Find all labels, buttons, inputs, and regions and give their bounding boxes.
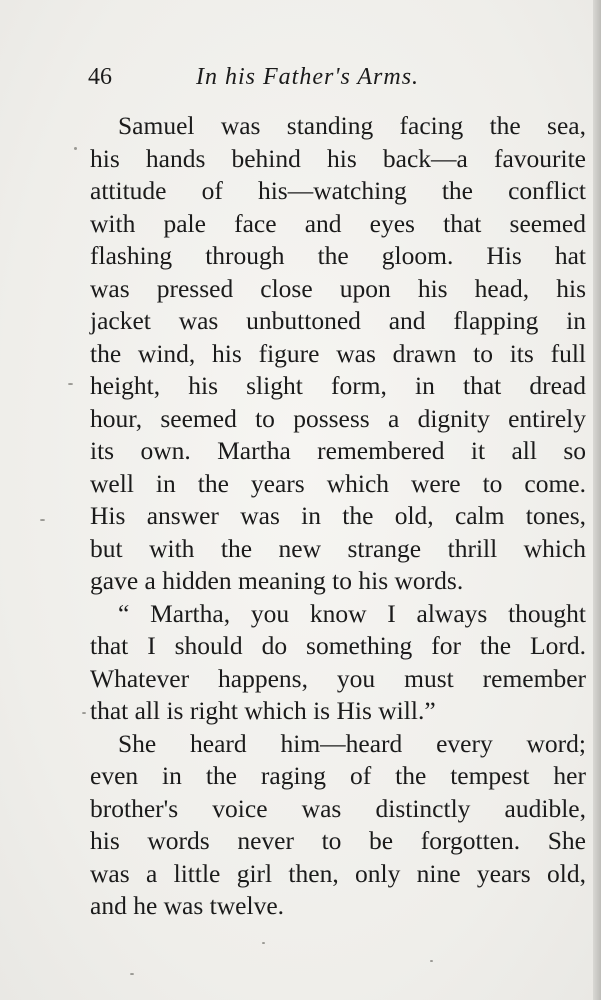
text-line: gave a hidden meaning to his words. (90, 566, 464, 595)
text-line: jacket was unbuttoned and flapping in (90, 306, 586, 335)
text-line: its own. Martha remembered it all so (90, 436, 586, 465)
paper-speck (74, 147, 77, 150)
page-edge-shadow (593, 0, 601, 1000)
text-line: that all is right which is His will.” (90, 696, 436, 725)
page-number: 46 (88, 64, 112, 90)
paper-speck (262, 942, 265, 944)
paper-speck (130, 973, 134, 975)
text-line: His answer was in the old, calm tones, (90, 501, 586, 530)
text-line: and he was twelve. (90, 891, 285, 920)
text-line: was a little girl then, only nine years old, (90, 858, 586, 888)
text-line: his hands behind his back—a favourite (90, 143, 586, 173)
text-line: brother's voice was distinctly audible, (90, 793, 586, 823)
text-line: Whatever happens, you must remember (90, 663, 586, 693)
text-line: with pale face and eyes that seemed (90, 208, 586, 238)
running-title: In his Father's Arms. (196, 64, 420, 90)
text-line: Samuel was standing facing the sea, (118, 111, 586, 140)
text-line: even in the raging of the tempest her (90, 761, 586, 790)
paper-speck (40, 519, 45, 521)
text-line: hour, seemed to possess a dignity entirely (90, 403, 586, 433)
text-line: She heard him—heard every word; (118, 728, 586, 758)
body-text (90, 110, 586, 923)
text-line: his words never to be forgotten. She (90, 826, 586, 855)
paper-speck (430, 960, 433, 962)
paper-speck (82, 712, 86, 714)
page-header (88, 64, 508, 98)
text-line: flashing through the gloom. His hat (90, 241, 586, 270)
paper-speck (68, 383, 73, 385)
text-line: well in the years which were to come. (90, 468, 586, 498)
text-line: the wind, his figure was drawn to its full (90, 338, 586, 368)
text-line: was pressed close upon his head, his (90, 273, 586, 303)
text-line: but with the new strange thrill which (90, 533, 586, 563)
text-line: “ Martha, you know I always thought (118, 598, 586, 628)
text-line: that I should do something for the Lord. (90, 631, 586, 660)
text-line: height, his slight form, in that dread (90, 371, 586, 400)
text-line: attitude of his—watching the conflict (90, 176, 586, 205)
